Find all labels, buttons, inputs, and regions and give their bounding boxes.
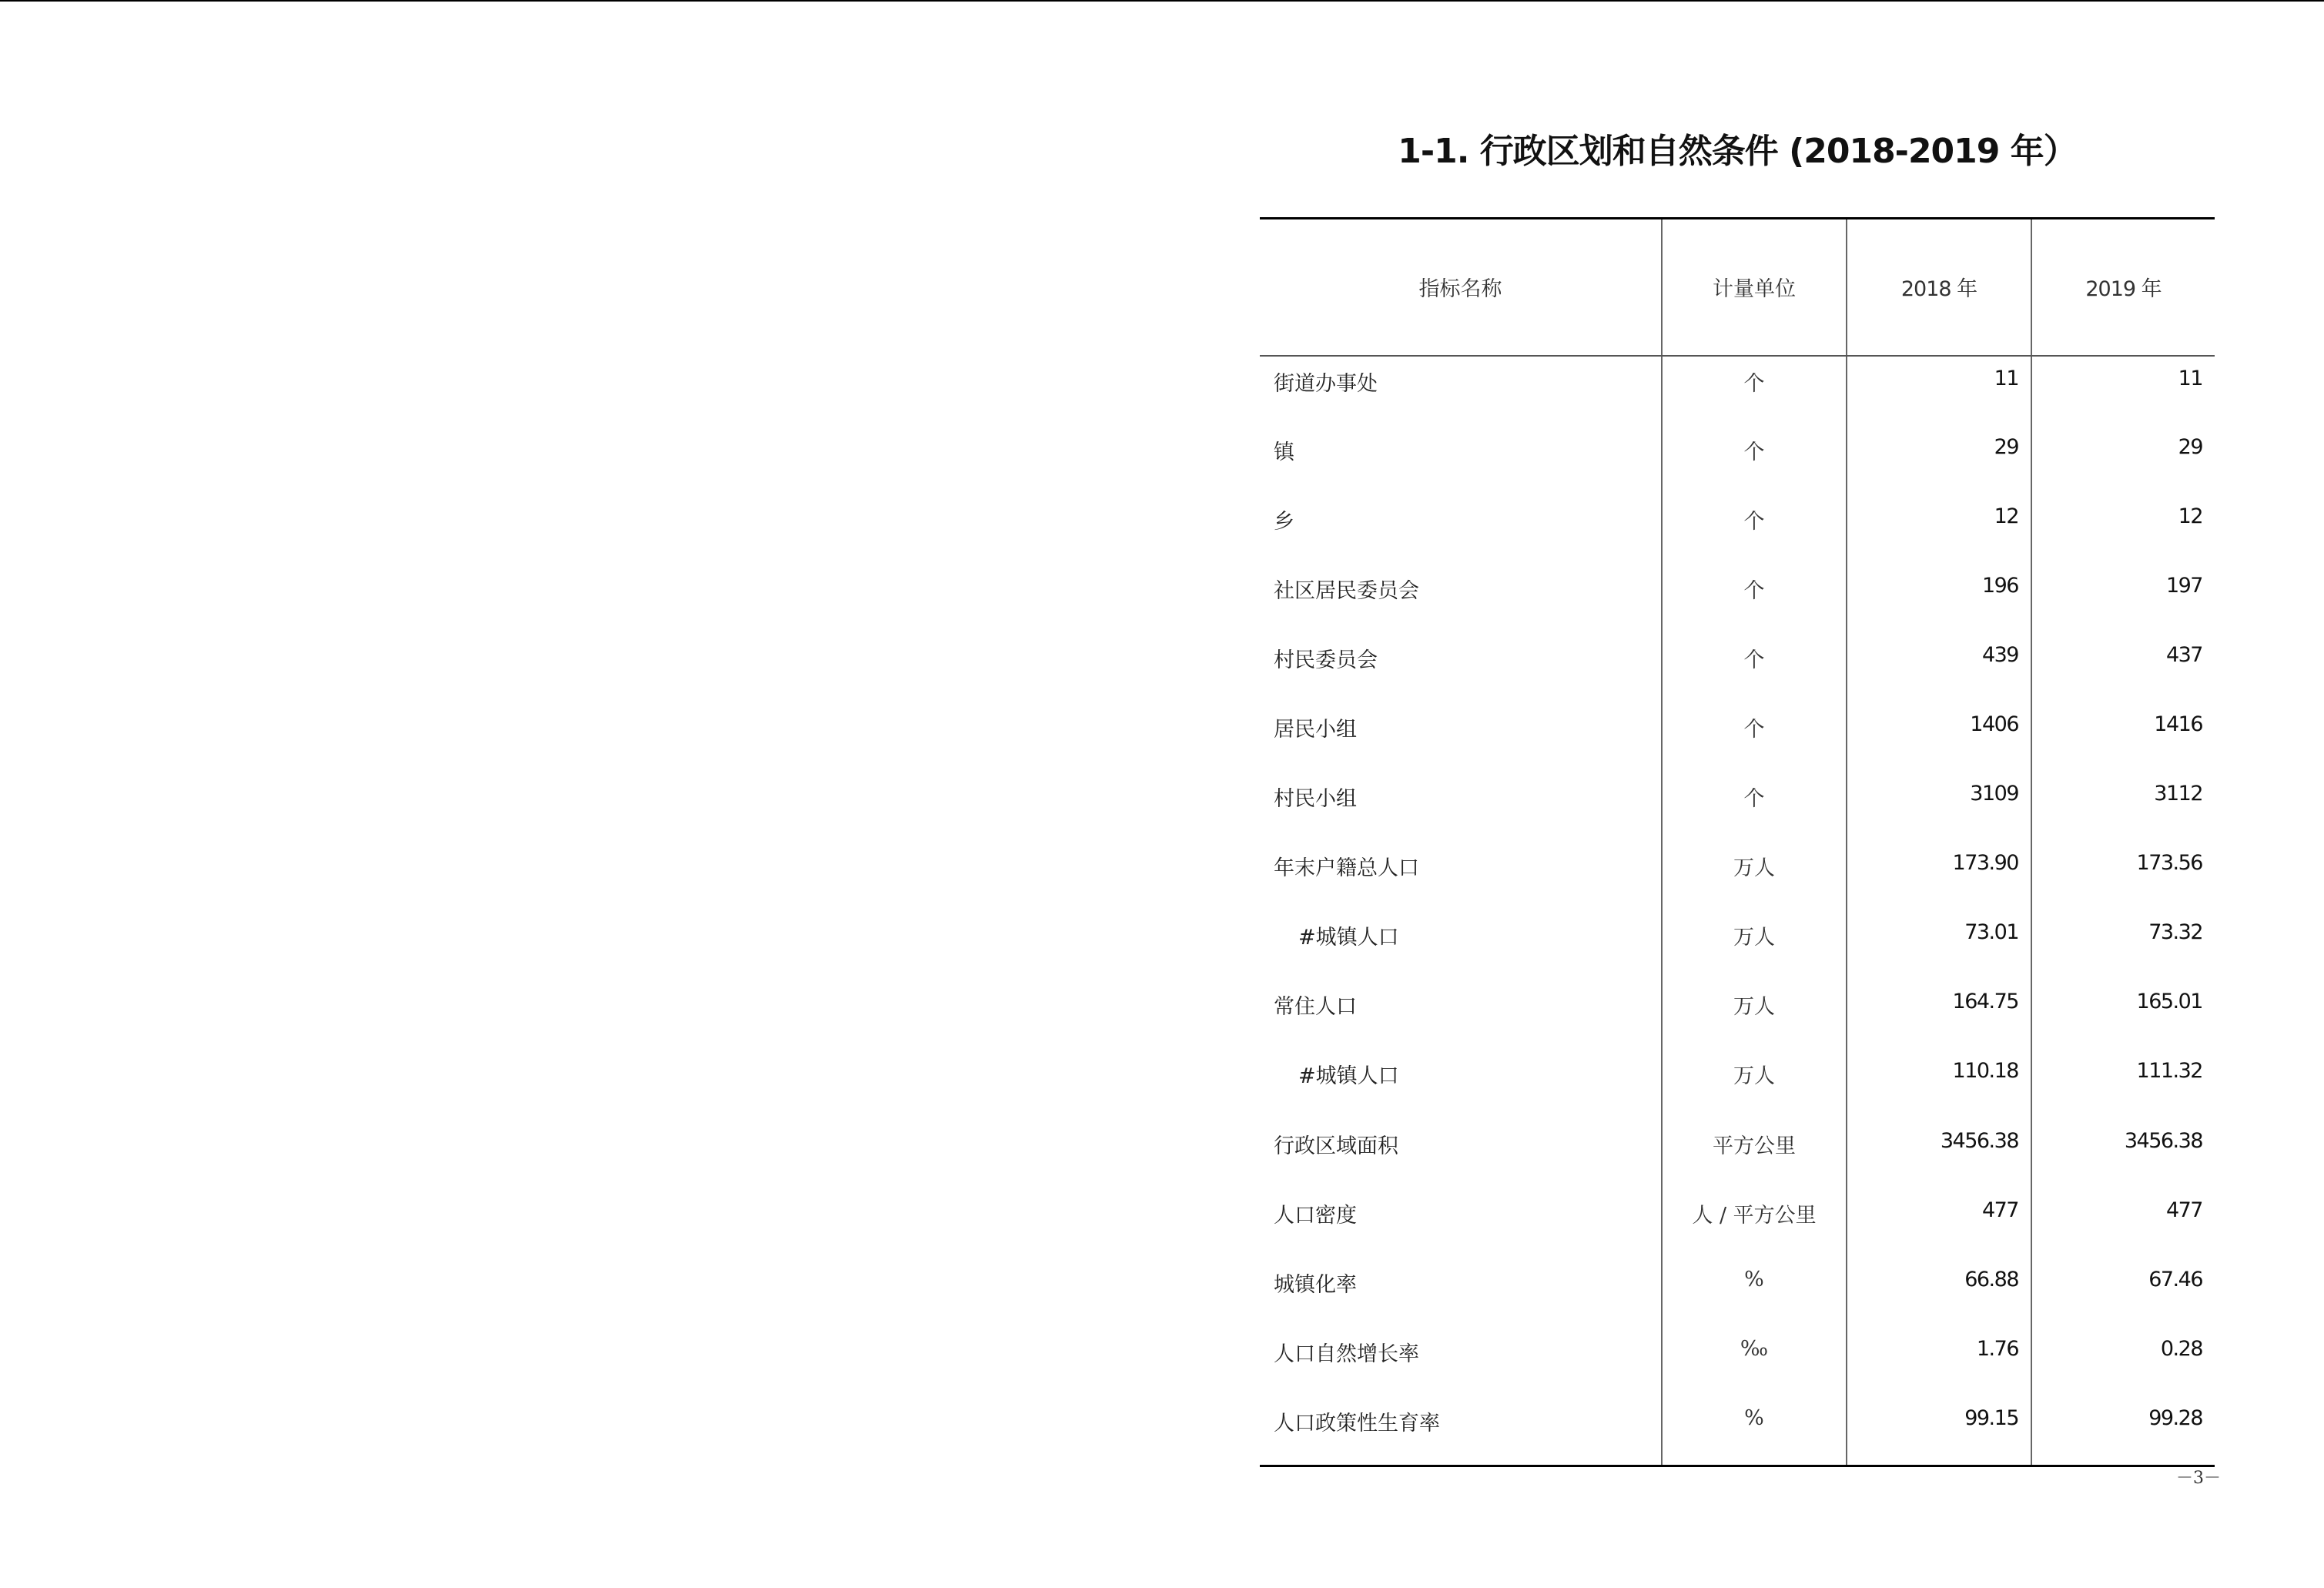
row-value-2019: 1416 [2031, 702, 2215, 772]
table-row [1260, 910, 2215, 980]
table-row [1260, 980, 2215, 1049]
row-value-2018: 1406 [1847, 702, 2031, 772]
row-indicator-name: 人口政策性生育率 [1260, 1396, 1662, 1466]
row-indicator-name: 居民小组 [1274, 717, 1357, 742]
table-row [1260, 1396, 2215, 1466]
row-unit: % [1662, 1396, 1847, 1466]
row-unit: 个 [1662, 494, 1847, 564]
row-value-2019: 99.28 [2031, 1396, 2215, 1466]
row-value-2019: 165.01 [2031, 980, 2215, 1049]
row-value-2019: 111.32 [2031, 1049, 2215, 1118]
row-value-2019: 437 [2031, 633, 2215, 702]
row-unit: 个 [1662, 564, 1847, 633]
table-row [1260, 633, 2215, 702]
row-value-2018: 110.18 [1847, 1049, 2031, 1118]
row-unit: 万人 [1662, 1049, 1847, 1118]
row-indicator-name: 村民小组 [1274, 787, 1357, 812]
row-indicator-name: 镇 [1274, 440, 1294, 464]
row-value-2018: 73.01 [1847, 910, 2031, 980]
row-unit: 人 / 平方公里 [1662, 1188, 1847, 1258]
row-indicator-name: 行政区域面积 [1274, 1134, 1398, 1158]
top-border-rule [0, 0, 2324, 2]
row-value-2018: 3109 [1847, 772, 2031, 841]
row-indicator-name: 社区居民委员会 [1274, 578, 1419, 603]
row-value-2018: 66.88 [1847, 1258, 2031, 1327]
table-row [1260, 1049, 2215, 1118]
row-indicator-name: 村民委员会 [1274, 648, 1378, 672]
table-row [1260, 494, 2215, 564]
row-unit: 个 [1662, 702, 1847, 772]
row-value-2018: 11 [1847, 356, 2031, 425]
row-unit: % [1662, 1258, 1847, 1327]
row-unit: 个 [1662, 425, 1847, 494]
page-title: 1-1. 行政区划和自然条件 (2018-2019 年） [1398, 132, 2077, 171]
row-indicator-name: 年末户籍总人口 [1274, 856, 1419, 881]
page-number: －3－ [2176, 1469, 2221, 1488]
table-row [1260, 564, 2215, 633]
row-indicator-name: #城镇人口 [1298, 926, 1399, 950]
row-unit: 个 [1662, 633, 1847, 702]
row-indicator-name: 城镇化率 [1274, 1272, 1357, 1297]
header-year-2018: 2018 年 [1847, 219, 2031, 356]
row-value-2019: 3112 [2031, 772, 2215, 841]
row-indicator-name: 乡 [1274, 509, 1294, 534]
row-value-2019: 477 [2031, 1188, 2215, 1258]
table-row [1260, 356, 2215, 425]
table-row [1260, 1327, 2215, 1396]
row-value-2018: 477 [1847, 1188, 2031, 1258]
header-indicator-name: 指标名称 [1260, 219, 1662, 356]
row-unit: 个 [1662, 772, 1847, 841]
row-value-2018: 439 [1847, 633, 2031, 702]
row-indicator-name: 人口自然增长率 [1274, 1342, 1419, 1366]
row-indicator-name: 街道办事处 [1274, 371, 1378, 396]
row-value-2019: 3456.38 [2031, 1119, 2215, 1188]
row-value-2018: 1.76 [1847, 1327, 2031, 1396]
table-row [1260, 841, 2215, 910]
row-indicator-name: #城镇人口 [1298, 1064, 1399, 1089]
row-value-2018: 99.15 [1847, 1396, 2031, 1466]
row-unit: 万人 [1662, 910, 1847, 980]
statistics-table [1260, 217, 2215, 1467]
row-unit: 个 [1662, 356, 1847, 425]
table-row [1260, 1119, 2215, 1188]
row-value-2019: 197 [2031, 564, 2215, 633]
row-value-2018: 196 [1847, 564, 2031, 633]
row-value-2019: 12 [2031, 494, 2215, 564]
table-row [1260, 702, 2215, 772]
row-value-2019: 11 [2031, 356, 2215, 425]
table-row [1260, 1188, 2215, 1258]
table-row [1260, 425, 2215, 494]
row-value-2019: 29 [2031, 425, 2215, 494]
row-indicator-name: 常住人口 [1274, 995, 1357, 1020]
row-unit: ‰ [1662, 1327, 1847, 1396]
row-unit: 平方公里 [1662, 1119, 1847, 1188]
row-value-2018: 164.75 [1847, 980, 2031, 1049]
row-value-2019: 0.28 [2031, 1327, 2215, 1396]
header-year-2019: 2019 年 [2031, 219, 2215, 356]
row-value-2019: 73.32 [2031, 910, 2215, 980]
header-unit: 计量单位 [1662, 219, 1847, 356]
row-value-2019: 67.46 [2031, 1258, 2215, 1327]
table-row [1260, 1258, 2215, 1327]
table-header-row [1260, 219, 2215, 356]
row-value-2018: 29 [1847, 425, 2031, 494]
row-unit: 万人 [1662, 980, 1847, 1049]
row-value-2018: 3456.38 [1847, 1119, 2031, 1188]
row-value-2018: 173.90 [1847, 841, 2031, 910]
row-indicator-name: 人口密度 [1274, 1203, 1357, 1228]
row-unit: 万人 [1662, 841, 1847, 910]
row-value-2018: 12 [1847, 494, 2031, 564]
table-row [1260, 772, 2215, 841]
row-value-2019: 173.56 [2031, 841, 2215, 910]
